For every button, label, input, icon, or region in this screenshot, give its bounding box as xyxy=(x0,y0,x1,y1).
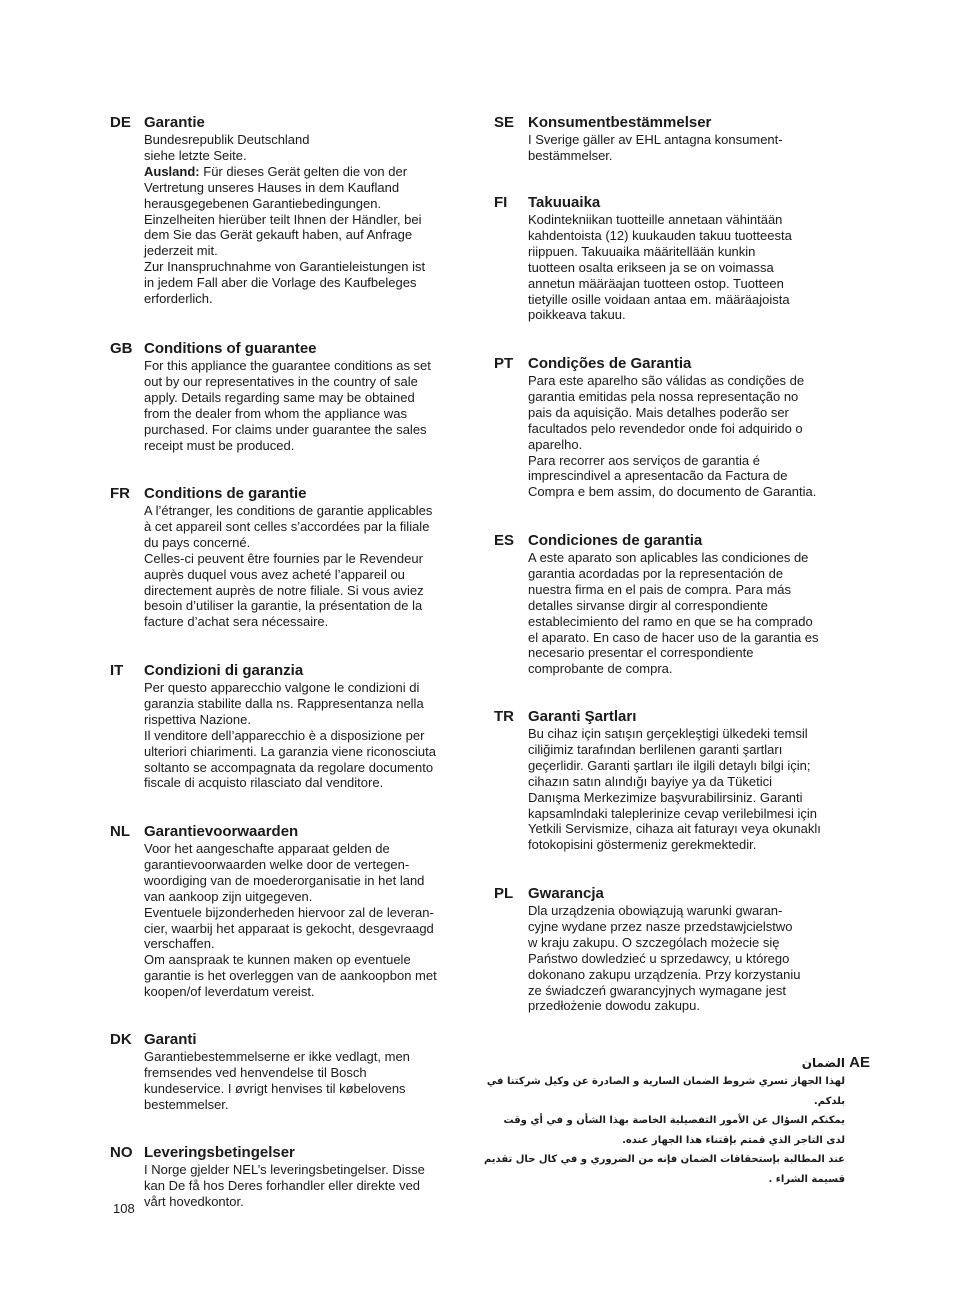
section-dk xyxy=(110,1031,470,1143)
section-se xyxy=(494,114,854,193)
section-title: Garantievoorwaarden xyxy=(144,823,299,840)
language-code: FI xyxy=(494,194,508,211)
section-fr xyxy=(110,485,470,661)
section-text: Bundesrepublik Deutschland siehe letzte Seite. Ausland: Für dieses Gerät gelten die von der Vertretung unseres Hauses in dem Kaufland herausgegebenen Garantiebedingungen. Einzelheiten hierüber teilt Ihnen der Händler, bei dem Sie das Gerät gekauft haben, auf Anfrage jederzeit mit. Zur Inanspruchnahme von Garantieleistungen ist in jedem Fall aber die Vorlage des Kaufbeleges erforderlich. xyxy=(144,132,426,307)
section-text: Bu cihaz için satışın gerçekleştigi ülkedeki temsil ciliğimiz tarafından berlilenen garanti şartları geçerlidir. Garanti şartları ile ilgili detaylı bilgi için; cihazın satın alındığı bayiye ya da Tüketici Danışma Merkezimize başvurabilirsiniz. Garanti kapsamlndaki taleplerinize cevap verilebilmesi için Yetkili Servismize, cihaza ait faturayı veya okunaklı fotokopisini göstermeniz gerekmektedir. xyxy=(528,726,821,853)
section-text: Dla urządzenia obowiązują warunki gwaran- cyjne wydane przez nasze przedstawjcielstwo w kraju zakupu. O szczególach możecie się Państwo dowledzieć u sprzedawcy, u którego dokonano zakupu urządzenia. Przy korzystaniu ze świadczeń gwarancyjnych wymagane jest przedłożenie dowodu zakupu. xyxy=(528,903,801,1014)
language-code: PT xyxy=(494,355,514,372)
section-text: A este aparato son aplicables las condiciones de garantia acordadas por la representación de nuestra firma en el pais de compra. Para más detalles sirvanse dirgir al correspondiente establecimiento del ramo en que se ha comprado el aparato. En caso de hacer uso de la garantia es necesario presentar el correspondiente comprobante de compra. xyxy=(528,550,819,677)
section-pt xyxy=(494,355,854,531)
language-code: DE xyxy=(110,114,131,131)
language-code: FR xyxy=(110,485,130,502)
language-code: TR xyxy=(494,708,514,725)
arabic-line: عند المطالبة بإستحقاقات الضمان فإنه من الضروري و في كال حال تقديم xyxy=(483,1154,845,1166)
section-title: Takuuaika xyxy=(528,194,601,211)
section-text: For this appliance the guarantee conditions as set out by our representatives in the country of sale apply. Details regarding same may be obtained from the dealer from whom the appliance was purchased. For claims under guarantee the sales receipt must be produced. xyxy=(144,358,431,453)
section-text: Garantiebestemmelserne er ikke vedlagt, men fremsendes ved henvendelse til Bosch kundeservice. I øvrigt henvises til købelovens bestemmelser. xyxy=(144,1049,410,1112)
section-tr xyxy=(494,708,854,884)
section-title: Garanti xyxy=(144,1031,197,1048)
language-code: DK xyxy=(110,1031,132,1048)
section-text: Para este aparelho são válidas as condições de garantia emitidas pela nossa representação no pais da aquisição. Mais detalhes poderão ser facultados pelo revendedor onde foi adquirido o aparelho. Para recorrer aos serviços de garantia é imprescindivel a apresentacão da Factura de Compra e bem assim, do documento de Garantia. xyxy=(528,373,817,500)
language-code: AE xyxy=(849,1054,870,1071)
section-title: الضمان xyxy=(801,1056,845,1070)
bold-label: Ausland: xyxy=(144,163,200,179)
page-number: 108 xyxy=(113,1201,135,1216)
arabic-line: بلدكم. xyxy=(813,1095,845,1107)
section-title: Conditions of guarantee xyxy=(144,340,317,357)
arabic-line: يمكنكم السؤال عن الأمور التفصيلية الخاصة بهذا الشأن و في أي وقت xyxy=(503,1115,845,1127)
section-ae xyxy=(483,1052,870,1190)
section-no xyxy=(110,1144,470,1210)
language-code: NL xyxy=(110,823,130,840)
arabic-line: قسيمة الشراء . xyxy=(768,1173,845,1185)
section-de xyxy=(110,114,470,339)
section-text: Per questo apparecchio valgone le condizioni di garanzia stabilite dalla ns. Rappresentanza nella rispettiva Nazione. Il venditore dell’apparecchio è a disposizione per ulteriori chiarimenti. La garanzia viene riconosciuta soltanto se accompagnata da regolare documento fiscale di acquisto rilasciato dal venditore. xyxy=(144,680,436,791)
right-column xyxy=(494,113,854,1014)
language-code: GB xyxy=(110,340,133,357)
section-pl xyxy=(494,885,854,1014)
section-it xyxy=(110,662,470,822)
section-es xyxy=(494,532,854,707)
section-text: A l’étranger, les conditions de garantie applicables à cet appareil sont celles s’accordées par la filiale du pays concerné. Celles-ci peuvent être fournies par le Revendeur auprès duquel vous avez acheté l’appareil ou directement auprès de notre filiale. Si vous aviez besoin d’utiliser la garantie, la présentation de la facture d’achat sera nécessaire. xyxy=(144,503,433,630)
section-title: Garanti Şartları xyxy=(528,708,637,725)
language-code: SE xyxy=(494,114,515,131)
language-code: PL xyxy=(494,885,514,902)
arabic-line: لدى التاجر الذي قمتم بإقتناء هذا الجهاز عنده. xyxy=(622,1134,845,1146)
section-title: Condiciones de garantia xyxy=(528,532,703,549)
section-title: Condições de Garantia xyxy=(528,355,692,372)
section-text: I Norge gjelder NEL’s leveringsbetingelser. Disse kan De få hos Deres forhandler eller direkte ved vårt hovedkontor. xyxy=(144,1162,425,1209)
arabic-line: لهذا الجهاز تسري شروط الضمان السارية و الصادرة عن وكيل شركتنا في xyxy=(486,1076,845,1087)
language-code: ES xyxy=(494,532,515,549)
language-code: NO xyxy=(110,1144,133,1161)
section-title: Gwarancja xyxy=(528,885,604,902)
section-fi xyxy=(494,194,854,354)
section-text: I Sverige gäller av EHL antagna konsument- bestämmelser. xyxy=(528,132,783,163)
section-title: Konsumentbestämmelser xyxy=(528,114,712,131)
section-title: Garantie xyxy=(144,114,205,131)
section-nl xyxy=(110,823,470,1030)
language-code: IT xyxy=(110,662,124,679)
section-text: Voor het aangeschafte apparaat gelden de garantievoorwaarden welke door de vertegen- woordiging van de moederorganisatie in het land van aankoop zijn uitgegeven. Eventuele bijzonderheden hiervoor zal de leveran- cier, waarbij het apparaat is gekocht, desgevraagd verschaffen. Om aanspraak te kunnen maken op eventuele garantie is het overleggen van de aankoopbon met koopen/of leverdatum vereist. xyxy=(144,841,437,1000)
section-title: Leveringsbetingelser xyxy=(144,1144,295,1161)
section-title: Conditions de garantie xyxy=(144,485,307,502)
left-column xyxy=(110,113,470,1210)
section-text: Kodintekniikan tuotteille annetaan vähintään kahdentoista (12) kuukauden takuu tuotteesta riippuen. Takuuaika määritellään kunkin tuotteen osalta erikseen ja se on voimassa annetun määräajan tuotteen ostop. Tuotteen tietyille osille voidaan antaa em. määräajoista poikkeava takuu. xyxy=(528,212,792,323)
section-title: Condizioni di garanzia xyxy=(144,662,304,679)
section-gb xyxy=(110,340,470,484)
